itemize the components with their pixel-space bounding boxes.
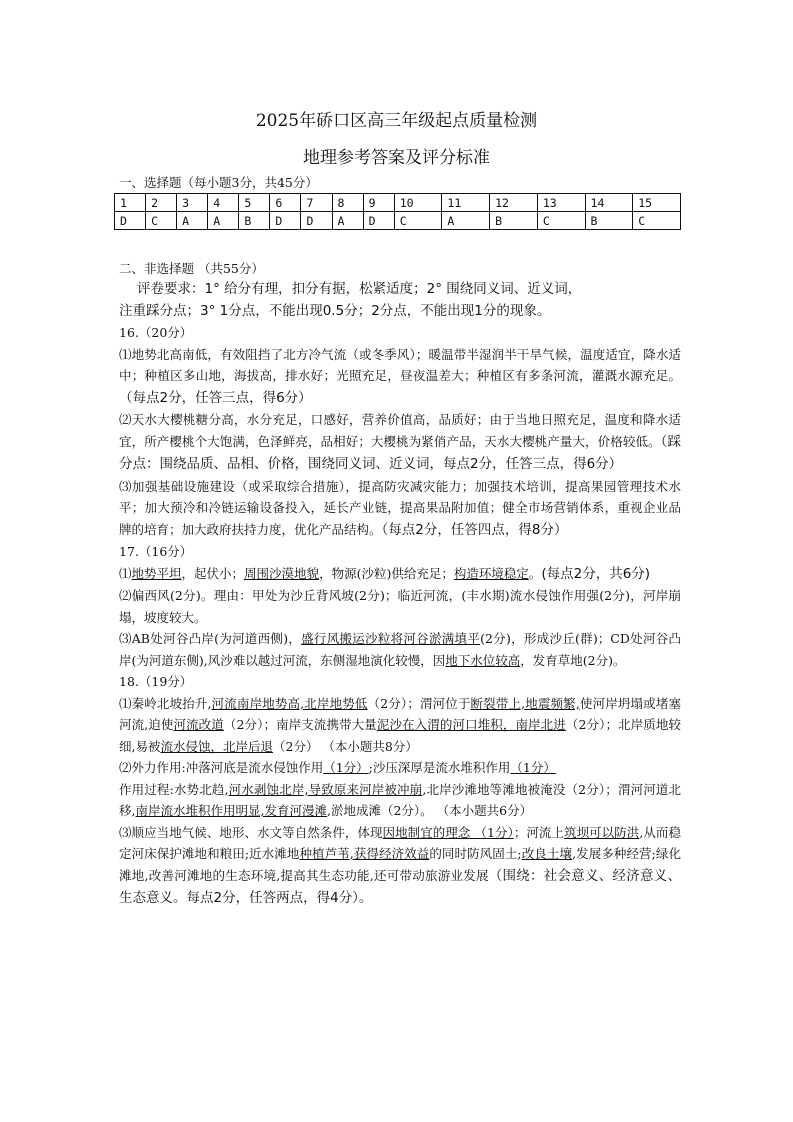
q16-block [119,322,681,910]
page-title: 2025年硚口区高三年级起点质量检测 [255,111,538,131]
q18-3-u3: 筑坝可以防洪 [564,824,640,840]
q17-1-t4: ，物源(沙粒)供给充足； [319,565,454,581]
answer-table-answer-row [115,212,681,230]
q17-heading: 17.（16分） [119,544,193,559]
question-number-cell: 1 [115,194,146,212]
question-number-cell: 9 [363,194,394,212]
question-number-cell: 2 [146,194,177,212]
q16-part3 [119,476,681,542]
q17-part1 [119,563,681,586]
q16-part3-text: ⑶加强基础设施建设（或采取综合措施），提高防灾减灾能力；加强技术培训，提高果园管理技术水平；加大预冷和冷链运输设备投入，延长产业链，提高果品附加值；健全市场营销体系，重视企业品牌的培育；加大政府扶持力度，优化产品结构。 [119,478,681,537]
criteria-line-1: 评卷要求：1° 给分有理，扣分有据，松紧适度；2° 围绕同义词、近义词， [137,281,582,297]
q17-1-score: (每点2分，共6分) [541,565,651,582]
q17-3-t2: (2分)，形成沙丘(群)；CD处河谷凸岸(为河道东侧),风沙难以越过河流，东侧湿地演化较慢，因 [119,631,682,668]
q16-part2 [119,409,681,476]
q18-2b-t0: 作用过程:水势北趋, [119,781,229,797]
answer-cell: C [633,212,681,230]
q16-heading: 16.（20分） [119,325,193,340]
q17-1-u5: 构造环境稳定 [453,565,529,581]
q18-2a-t0: ⑵外力作用:冲落河底是流水侵蚀作用 [119,760,324,775]
answer-cell: B [239,212,270,230]
q16-part2-score: （踩分点：围绕品质、品相、价格，围绕同义词、近义词，每点2分，任答三点，得6分） [119,433,681,472]
q18-2a-u1: （1分） [323,760,369,775]
q18-1-u1: 河流南岸地势高,北岸地势低 [211,695,368,711]
question-number-cell: 6 [270,194,301,212]
answer-cell: B [585,212,633,230]
q18-1-t4: 使河岸坍塌或堵塞河流,迫使 [119,695,681,732]
q18-1-u9: 流水侵蚀，北岸后退 [160,738,273,754]
q18-1-t6: （2分）；南岸支流携带大量 [223,717,377,732]
q18-2b-t4: ,淤地成滩（2分）。 （本小题共6分） [326,803,533,818]
answer-cell: C [146,212,177,230]
answer-cell: D [363,212,394,230]
question-number-cell: 4 [208,194,239,212]
q16-part1-score: （每点2分，任答三点，得6分） [119,389,312,406]
answer-cell: B [490,212,538,230]
q17-1-u3: 周围沙漠地貌 [244,565,320,581]
q18-1-t2: （2分）；渭河位于 [367,695,471,711]
section-heading-choice: 一、选择题（每小题3分，共45分） [119,175,318,190]
q18-part1 [119,693,681,758]
grading-criteria [119,279,681,322]
q17-3-u1: 盛行风搬运沙粒将河谷淤满填平 [301,631,481,646]
q18-2b-t2: ,北岸沙滩地等滩地被淹没（2分）；渭河河道北移, [119,781,682,818]
question-number-cell: 5 [239,194,270,212]
answer-cell: A [208,212,239,230]
question-number-cell: 7 [301,194,332,212]
q18-3-score: （围绕：社会意义、经济意义、生态意义。每点2分，任答两点，得4分）。 [119,867,682,906]
q18-1-t8: （2分）；北岸质地较细,易被 [119,717,681,754]
q18-2b-u1: 河水剥蚀北岸,导致原来河岸被冲崩 [228,781,423,797]
answer-cell: D [301,212,332,230]
q18-2b-u3: 南岸流水堆积作用明显,发育河漫滩 [135,803,327,818]
q18-heading: 18.（19分） [119,674,193,689]
q16-part2-text: ⑵天水大樱桃糖分高，水分充足，口感好，营养价值高，品质好；由于当地日照充足，温度和降水适宜，所产樱桃个大饱满，色泽鲜亮，品相好；大樱桃为紧俏产品，天水大樱桃产量大，价格较低。 [119,412,681,449]
q17-part3 [119,628,681,671]
question-number-cell: 8 [332,194,363,212]
q18-part2-line1 [119,757,681,779]
question-number-cell: 13 [537,194,585,212]
q18-2a-t2: ;沙压深厚是流水堆积作用 [368,760,511,775]
q18-3-u7: 改良土壤 [521,846,573,861]
q17-3-t4: ，发育草地(2分)。 [520,652,626,668]
q18-1-u7: 泥沙在入渭的河口堆积，南岸北进 [376,717,566,732]
q16-part1 [119,344,681,410]
question-number-cell: 10 [394,194,442,212]
q18-1-t0: ⑴秦岭北坡抬升, [119,695,212,711]
question-number-cell: 3 [177,194,208,212]
q17-3-t0: ⑶AB处河谷凸岸(为河道西侧)， [119,631,302,646]
q18-3-t2: ；河流上 [513,824,565,840]
answer-cell: A [332,212,363,230]
answer-table-number-row [115,194,681,212]
q16-part3-score: （每点2分，任答四点，得8分） [381,521,568,538]
q18-1-u3: 断裂带上,地震频繁, [470,695,580,711]
q17-3-u3: 地下水位较高 [445,652,521,668]
q18-3-t6: 的同时防风固土; [429,846,522,861]
question-number-cell: 12 [490,194,538,212]
answer-cell: A [177,212,208,230]
q18-3-t4: ,从而稳定河床保护滩地和粮田;近水滩地 [119,824,681,861]
answer-cell: C [394,212,442,230]
question-number-cell: 15 [633,194,681,212]
q18-part2-line2 [119,779,681,822]
q18-3-t0: ⑶顺应当地气候、地形、水文等自然条件，体现 [119,824,383,840]
q16-part1-text: ⑴地势北高南低，有效阻挡了北方冷气流（或冬季风）；暖温带半湿润半干旱气候，温度适宜，降水适中；种植区多山地，海拔高，排水好；光照充足，昼夜温差大；种植区有多条河流，灌溉水源充足。 [119,346,681,383]
q18-1-u5: 河流改道 [173,717,224,732]
q18-part3 [119,822,681,910]
q18-3-u5: 种植芦苇,获得经济效益 [299,846,430,861]
criteria-line-2: 注重踩分点；3° 1分点，不能出现0.5分；2分点，不能出现1分的现象。 [119,302,551,319]
q17-1-t6: 。 [528,565,542,581]
answer-cell: A [442,212,490,230]
q17-1-t0: ⑴ [119,565,132,581]
question-number-cell: 14 [585,194,633,212]
q18-3-t8: ,发展多种经营;绿化滩地,改善河滩地的生态环境,提高其生态功能,还可带动旅游业发展 [119,846,681,883]
answer-cell: D [270,212,301,230]
answer-cell: C [537,212,585,230]
page-subtitle: 地理参考答案及评分标准 [303,148,490,168]
q17-1-t2: ，起伏小； [181,565,245,581]
q17-1-u1: 地势平坦 [131,565,182,581]
q18-2a-u3: （1分） [510,760,556,775]
section-heading-nonchoice: 二、非选择题 （共55分） [119,261,264,276]
q18-1-t10: （2分） （本小题共8分） [273,738,418,754]
answer-cell: D [115,212,146,230]
answer-table [114,193,681,230]
q18-3-u1: 因地制宜的理念 （1分） [382,824,514,840]
question-number-cell: 11 [442,194,490,212]
q17-part2: ⑵偏西风(2分)。理由：甲处为沙丘背风坡(2分)；临近河流，(丰水期)流水侵蚀作用强(2分)，河岸崩塌，坡度较大。 [119,588,681,625]
